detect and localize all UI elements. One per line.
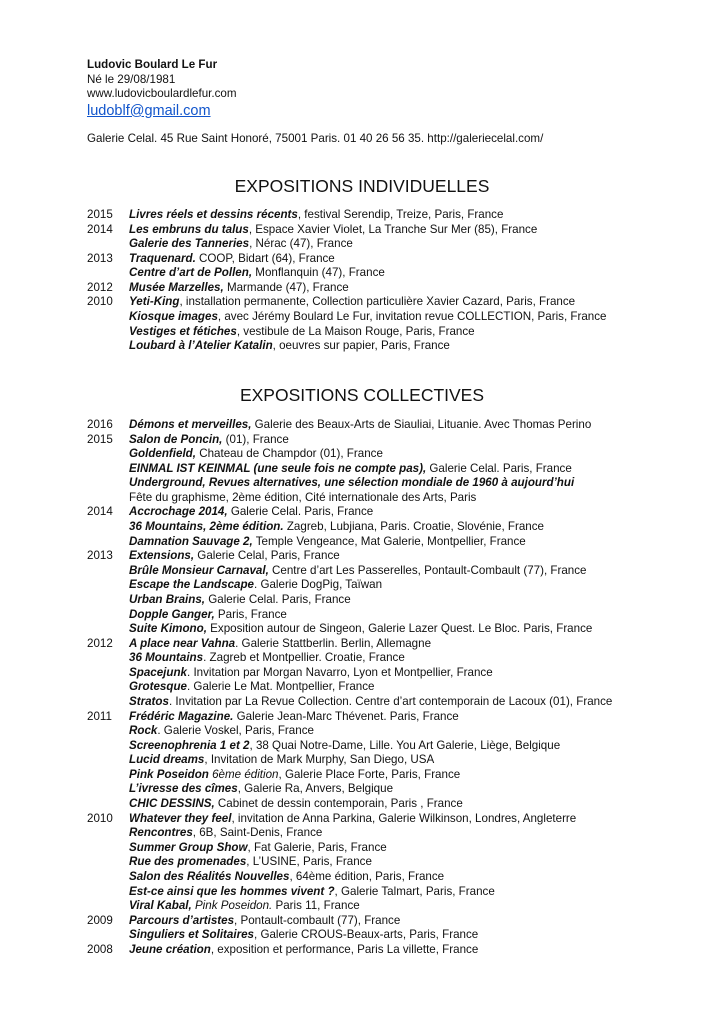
exhibition-details: Galerie Celal. Paris, France <box>227 505 374 519</box>
exhibition-title: Centre d’art de Pollen, <box>129 266 253 280</box>
exhibition-title: 36 Mountains <box>129 651 204 665</box>
exhibition-entry <box>87 622 612 637</box>
exhibition-details: (01), France <box>222 432 289 446</box>
exhibition-title: Frédéric Magazine. <box>129 709 234 723</box>
exhibition-year: 2012 <box>87 636 113 650</box>
exhibition-subtitle: Pink Poseidon. <box>191 899 273 913</box>
exhibition-details: Cabinet de dessin contemporain, Paris , France <box>214 797 463 811</box>
exhibition-details: COOP, Bidart (64), France <box>195 251 335 265</box>
exhibition-entry <box>87 418 612 433</box>
exhibition-details: , invitation de Anna Parkina, Galerie Wilkinson, Londres, Angleterre <box>231 811 577 825</box>
exhibition-title: Dopple Ganger, <box>129 607 215 621</box>
exhibition-entry <box>87 549 612 564</box>
exhibition-title: L’ivresse des cîmes <box>129 782 238 796</box>
exhibition-entry <box>87 928 612 943</box>
exhibition-entry <box>87 252 606 267</box>
exhibition-title: Extensions, <box>129 549 195 563</box>
exhibition-entry <box>87 841 612 856</box>
exhibition-details: , festival Serendip, Treize, Paris, France <box>297 208 504 221</box>
exhibition-details: Monflanquin (47), France <box>252 266 385 280</box>
exhibition-entry <box>87 447 612 462</box>
exhibition-title: Screenophrenia 1 et 2 <box>129 738 250 752</box>
exhibition-details: . Galerie Stattberlin. Berlin, Allemagne <box>235 636 432 650</box>
exhibition-entry <box>87 593 612 608</box>
exhibition-title: Traquenard. <box>129 251 196 265</box>
exhibition-entry <box>87 826 612 841</box>
exhibition-details: Galerie Celal. Paris, France <box>426 461 572 475</box>
exhibition-list-collective <box>87 418 612 957</box>
exhibition-year: 2012 <box>87 280 113 294</box>
exhibition-title: 36 Mountains, 2ème édition. <box>129 520 284 534</box>
exhibition-entry <box>87 651 612 666</box>
exhibition-details: , Galerie Talmart, Paris, France <box>334 884 495 898</box>
exhibition-entry <box>87 914 612 929</box>
exhibition-title: Démons et merveilles, <box>129 418 252 431</box>
exhibition-year: 2008 <box>87 942 113 956</box>
exhibition-details: . Invitation par Morgan Navarro, Lyon et Montpellier, France <box>187 665 493 679</box>
exhibition-year: 2015 <box>87 432 113 446</box>
exhibition-details: Paris, France <box>214 607 287 621</box>
exhibition-details: , Pontault-combault (77), France <box>234 913 401 927</box>
exhibition-entry <box>87 520 612 535</box>
exhibition-details: Galerie Jean-Marc Thévenet. Paris, France <box>233 709 459 723</box>
exhibition-entry <box>87 339 606 354</box>
artist-name: Ludovic Boulard Le Fur <box>87 58 218 71</box>
exhibition-title: Kiosque images <box>129 310 218 324</box>
exhibition-year: 2010 <box>87 811 113 825</box>
exhibition-title: Salon de Poncin, <box>129 432 223 446</box>
exhibition-year: 2013 <box>87 251 113 265</box>
section-title-individual: EXPOSITIONS INDIVIDUELLES <box>234 176 490 196</box>
exhibition-subtitle: 6ème édition <box>208 767 279 781</box>
exhibition-details: . Galerie Voskel, Paris, France <box>157 724 314 738</box>
exhibition-details: Zagreb, Lubjiana, Paris. Croatie, Slovénie, France <box>283 520 544 534</box>
exhibition-title: Rock <box>129 724 158 738</box>
exhibition-entry <box>87 266 606 281</box>
exhibition-entry <box>87 797 612 812</box>
exhibition-details: , 38 Quai Notre-Dame, Lille. You Art Galerie, Liège, Belgique <box>249 738 561 752</box>
exhibition-title: Underground, Revues alternatives, une sélection mondiale de 1960 à aujourd’hui <box>129 476 575 490</box>
exhibition-entry <box>87 223 606 238</box>
exhibition-title: Grotesque <box>129 680 187 694</box>
exhibition-entry <box>87 535 612 550</box>
exhibition-details: , avec Jérémy Boulard Le Fur, invitation revue COLLECTION, Paris, France <box>217 310 607 324</box>
exhibition-title: Vestiges et fétiches <box>129 324 237 338</box>
exhibition-details: , installation permanente, Collection particulière Xavier Cazard, Paris, France <box>179 295 576 309</box>
exhibition-title: CHIC DESSINS, <box>129 797 215 811</box>
exhibition-year: 2015 <box>87 208 113 221</box>
exhibition-entry <box>87 680 612 695</box>
exhibition-title: Damnation Sauvage 2, <box>129 534 253 548</box>
exhibition-entry <box>87 281 606 296</box>
exhibition-details: , Galerie Place Forte, Paris, France <box>278 767 461 781</box>
exhibition-entry <box>87 578 612 593</box>
exhibition-entry <box>87 885 612 900</box>
exhibition-title: Est-ce ainsi que les hommes vivent ? <box>129 884 335 898</box>
exhibition-title: Stratos <box>129 694 169 708</box>
exhibition-details: Paris 11, France <box>272 899 360 913</box>
exhibition-entry <box>87 491 612 506</box>
exhibition-entry <box>87 505 612 520</box>
exhibition-title: Summer Group Show <box>129 840 248 854</box>
exhibition-entry <box>87 899 612 914</box>
exhibition-title: Yeti-King <box>129 295 180 309</box>
exhibition-details: , exposition et performance, Paris La villette, France <box>210 942 479 956</box>
exhibition-title: Spacejunk <box>129 665 187 679</box>
exhibition-details: Exposition autour de Singeon, Galerie Lazer Quest. Le Bloc. Paris, France <box>206 622 593 636</box>
exhibition-title: Brûle Monsieur Carnaval, <box>129 563 269 577</box>
exhibition-year: 2013 <box>87 549 113 563</box>
exhibition-entry <box>87 325 606 340</box>
exhibition-title: Escape the Landscape <box>129 578 255 592</box>
exhibition-list-individual <box>87 208 606 354</box>
exhibition-entry <box>87 782 612 797</box>
exhibition-title: EINMAL IST KEINMAL (une seule fois ne compte pas), <box>129 461 427 475</box>
exhibition-title: Singuliers et Solitaires <box>129 928 254 942</box>
exhibition-entry <box>87 739 612 754</box>
exhibition-details: , oeuvres sur papier, Paris, France <box>272 339 450 353</box>
exhibition-title: Galerie des Tanneries <box>129 237 250 251</box>
exhibition-entry <box>87 564 612 579</box>
exhibition-title: Goldenfield, <box>129 447 196 461</box>
exhibition-details: Temple Vengeance, Mat Galerie, Montpellier, France <box>252 534 526 548</box>
exhibition-entry <box>87 637 612 652</box>
exhibition-title: Musée Marzelles, <box>129 280 224 294</box>
exhibition-year: 2011 <box>87 709 112 723</box>
exhibition-title: Rencontres <box>129 826 193 840</box>
exhibition-entry <box>87 710 612 725</box>
exhibition-title: A place near Vahna <box>129 636 236 650</box>
exhibition-entry <box>87 812 612 827</box>
exhibition-title: Pink Poseidon <box>129 767 209 781</box>
exhibition-title: Accrochage 2014, <box>129 505 228 519</box>
exhibition-title: Livres réels et dessins récents <box>129 208 298 221</box>
exhibition-details: Marmande (47), France <box>223 280 349 294</box>
exhibition-title: Jeune création <box>129 942 211 956</box>
exhibition-title: Viral Kabal, <box>129 899 192 913</box>
exhibition-year: 2014 <box>87 505 113 519</box>
email-link[interactable]: ludoblf@gmail.com <box>87 102 211 119</box>
exhibition-entry <box>87 237 606 252</box>
exhibition-details: . Galerie Le Mat. Montpellier, France <box>186 680 375 694</box>
exhibition-details: , vestibule de La Maison Rouge, Paris, France <box>236 324 475 338</box>
exhibition-entry <box>87 753 612 768</box>
exhibition-title: Suite Kimono, <box>129 622 207 636</box>
exhibition-entry <box>87 768 612 783</box>
exhibition-year: 2016 <box>87 418 113 431</box>
exhibition-title: Loubard à l’Atelier Katalin <box>129 339 273 353</box>
exhibition-year: 2009 <box>87 913 113 927</box>
exhibition-title: Les embruns du talus <box>129 222 249 236</box>
exhibition-details: , Invitation de Mark Murphy, San Diego, USA <box>204 753 435 767</box>
exhibition-details: Centre d’art Les Passerelles, Pontault-Combault (77), France <box>268 563 587 577</box>
exhibition-entry <box>87 310 606 325</box>
exhibition-title: Lucid dreams <box>129 753 205 767</box>
website-text: www.ludovicboulardlefur.com <box>87 87 237 101</box>
exhibition-details: , 6B, Saint-Denis, France <box>192 826 323 840</box>
exhibition-title: Rue des promenades <box>129 855 247 869</box>
exhibition-details: , Galerie Ra, Anvers, Belgique <box>237 782 394 796</box>
exhibition-details: Chateau de Champdor (01), France <box>196 447 383 461</box>
exhibition-details: Galerie Celal, Paris, France <box>194 549 340 563</box>
exhibition-details: , 64ème édition, Paris, France <box>289 869 445 883</box>
exhibition-details: , L’USINE, Paris, France <box>246 855 372 869</box>
exhibition-entry <box>87 855 612 870</box>
exhibition-entry <box>87 870 612 885</box>
exhibition-details: , Fat Galerie, Paris, France <box>247 840 387 854</box>
exhibition-entry <box>87 295 606 310</box>
gallery-info: Galerie Celal. 45 Rue Saint Honoré, 75001 Paris. 01 40 26 56 35. http://galeriecelal.com/ <box>87 132 544 145</box>
exhibition-entry <box>87 666 612 681</box>
exhibition-title: Whatever they feel <box>129 811 232 825</box>
exhibition-entry <box>87 608 612 623</box>
exhibition-details: , Galerie CROUS-Beaux-arts, Paris, France <box>254 928 479 942</box>
exhibition-year: 2014 <box>87 222 113 236</box>
exhibition-details: . Zagreb et Montpellier. Croatie, France <box>203 651 405 665</box>
exhibition-entry <box>87 433 612 448</box>
exhibition-details: . Invitation par La Revue Collection. Centre d’art contemporain de Lacoux (01), France <box>168 694 613 708</box>
exhibition-details: Galerie des Beaux-Arts de Siauliai, Lituanie. Avec Thomas Perino <box>251 418 592 431</box>
exhibition-details: Fête du graphisme, 2ème édition, Cité internationale des Arts, Paris <box>129 490 477 504</box>
exhibition-year: 2010 <box>87 295 113 309</box>
exhibition-entry <box>87 462 612 477</box>
exhibition-entry <box>87 208 606 223</box>
exhibition-entry <box>87 476 612 491</box>
exhibition-title: Salon des Réalités Nouvelles <box>129 869 290 883</box>
contact-header <box>87 58 237 120</box>
exhibition-entry <box>87 695 612 710</box>
exhibition-details: Galerie Celal. Paris, France <box>205 592 351 606</box>
exhibition-title: Urban Brains, <box>129 592 206 606</box>
exhibition-details: , Nérac (47), France <box>249 237 353 251</box>
exhibition-entry <box>87 943 612 958</box>
exhibition-title: Parcours d’artistes <box>129 913 235 927</box>
birth-date: Né le 29/08/1981 <box>87 72 176 86</box>
exhibition-entry <box>87 724 612 739</box>
exhibition-details: , Espace Xavier Violet, La Tranche Sur Mer (85), France <box>248 222 538 236</box>
section-title-collective: EXPOSITIONS COLLECTIVES <box>239 385 485 405</box>
exhibition-details: . Galerie DogPig, Taïwan <box>254 578 383 592</box>
